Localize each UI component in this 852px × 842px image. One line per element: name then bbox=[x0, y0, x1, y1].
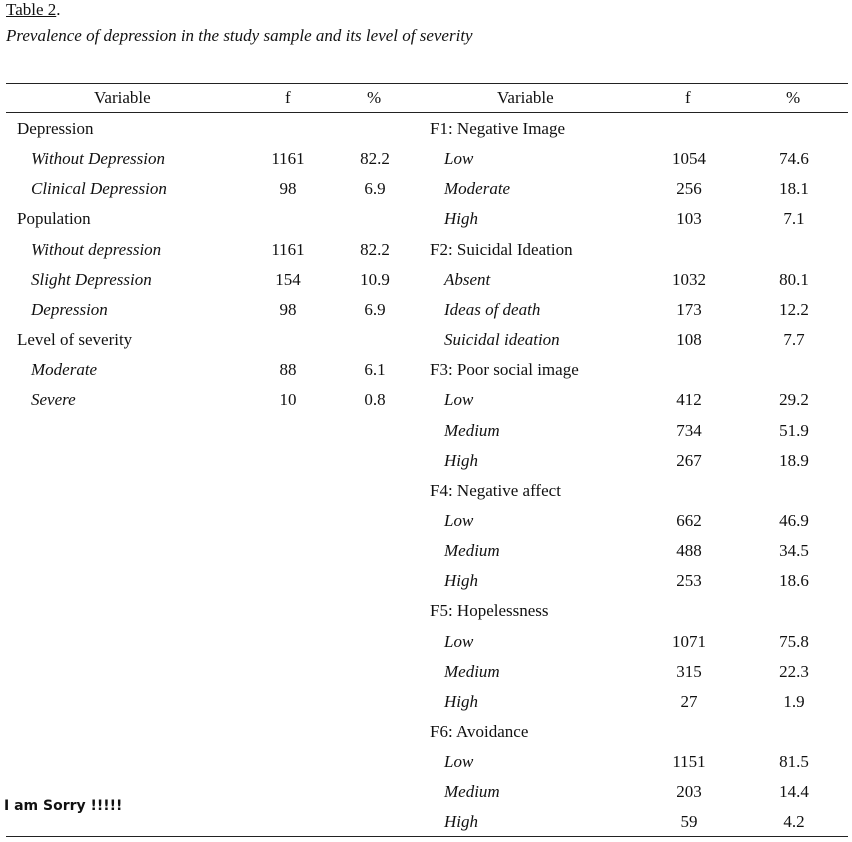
percent-value: 1.9 bbox=[783, 691, 805, 711]
table-caption: Prevalence of depression in the study sample and its level of severity bbox=[6, 26, 473, 45]
frequency-value: 59 bbox=[680, 812, 698, 832]
subcategory-label: Medium bbox=[444, 541, 500, 561]
percent-value: 75.8 bbox=[779, 631, 809, 651]
subcategory-label: Ideas of death bbox=[444, 299, 541, 319]
percent-value: 80.1 bbox=[779, 269, 809, 289]
frequency-value: 98 bbox=[279, 179, 297, 199]
header-left-f: f bbox=[285, 88, 291, 107]
category-label: Depression bbox=[17, 119, 94, 138]
subcategory-label: Medium bbox=[444, 420, 500, 440]
frequency-value: 488 bbox=[676, 541, 702, 561]
frequency-value: 27 bbox=[680, 691, 698, 711]
subcategory-label: Low bbox=[444, 390, 474, 410]
subcategory-label: High bbox=[444, 450, 478, 470]
frequency-value: 203 bbox=[676, 782, 702, 802]
subcategory-label: Low bbox=[444, 510, 474, 530]
percent-value: 74.6 bbox=[779, 149, 809, 169]
frequency-value: 315 bbox=[676, 661, 702, 681]
subcategory-label: High bbox=[444, 571, 478, 591]
percent-value: 6.9 bbox=[364, 299, 386, 319]
percent-value: 18.1 bbox=[779, 179, 809, 199]
subcategory-label: Absent bbox=[444, 269, 491, 289]
note-text: I am Sorry !!!!! bbox=[4, 798, 123, 814]
frequency-value: 1161 bbox=[271, 149, 305, 169]
percent-value: 34.5 bbox=[779, 541, 809, 561]
bottom-rule bbox=[6, 836, 848, 837]
percent-value: 4.2 bbox=[783, 812, 805, 832]
category-label: F4: Negative affect bbox=[430, 480, 561, 500]
subcategory-label: Moderate bbox=[31, 360, 98, 380]
subcategory-label: Low bbox=[444, 752, 474, 772]
category-label: F2: Suicidal Ideation bbox=[430, 239, 573, 259]
table-number-suffix: . bbox=[56, 0, 61, 19]
percent-value: 10.9 bbox=[360, 269, 390, 289]
subcategory-label: Without depression bbox=[31, 239, 162, 259]
frequency-value: 88 bbox=[279, 360, 297, 380]
frequency-value: 1161 bbox=[271, 239, 305, 259]
percent-value: 29.2 bbox=[779, 390, 809, 410]
percent-value: 6.1 bbox=[364, 360, 386, 380]
category-label: F6: Avoidance bbox=[430, 722, 529, 741]
frequency-value: 108 bbox=[676, 330, 702, 350]
percent-value: 7.1 bbox=[783, 209, 805, 229]
header-rule bbox=[6, 112, 848, 113]
percent-value: 7.7 bbox=[783, 330, 805, 350]
frequency-value: 253 bbox=[676, 571, 702, 591]
frequency-value: 10 bbox=[279, 390, 297, 410]
subcategory-label: Medium bbox=[444, 782, 500, 802]
subcategory-label: Low bbox=[444, 149, 474, 169]
frequency-value: 98 bbox=[279, 299, 297, 319]
category-label: Level of severity bbox=[17, 330, 133, 350]
header-right-variable: Variable bbox=[497, 88, 554, 107]
percent-value: 51.9 bbox=[779, 420, 809, 440]
percent-value: 14.4 bbox=[779, 782, 809, 802]
header-left-variable: Variable bbox=[94, 88, 151, 107]
frequency-value: 103 bbox=[676, 209, 702, 229]
header-right-pct: % bbox=[786, 88, 801, 107]
percent-value: 12.2 bbox=[779, 299, 809, 319]
table-number-text: Table 2 bbox=[6, 0, 57, 19]
subcategory-label: Depression bbox=[31, 299, 108, 319]
subcategory-label: Moderate bbox=[444, 179, 511, 199]
percent-value: 81.5 bbox=[779, 752, 809, 772]
frequency-value: 1032 bbox=[672, 269, 706, 289]
header-right-f: f bbox=[685, 88, 691, 107]
frequency-value: 412 bbox=[676, 390, 702, 410]
percent-value: 0.8 bbox=[364, 390, 386, 410]
subcategory-label: High bbox=[444, 209, 478, 229]
percent-value: 82.2 bbox=[360, 239, 390, 259]
frequency-value: 173 bbox=[676, 299, 702, 319]
frequency-value: 267 bbox=[676, 450, 702, 470]
category-label: F5: Hopelessness bbox=[430, 601, 549, 621]
category-label: F1: Negative Image bbox=[430, 119, 566, 138]
percent-value: 46.9 bbox=[779, 510, 809, 530]
percent-value: 82.2 bbox=[360, 149, 390, 169]
percent-value: 6.9 bbox=[364, 179, 386, 199]
subcategory-label: Severe bbox=[31, 390, 76, 410]
subcategory-label: Low bbox=[444, 631, 474, 651]
top-rule bbox=[6, 83, 848, 84]
frequency-value: 1151 bbox=[672, 752, 706, 772]
subcategory-label: Slight Depression bbox=[31, 269, 152, 289]
percent-value: 18.9 bbox=[779, 450, 809, 470]
frequency-value: 1071 bbox=[672, 631, 706, 651]
subcategory-label: Suicidal ideation bbox=[444, 330, 560, 350]
subcategory-label: Clinical Depression bbox=[31, 179, 167, 199]
category-label: F3: Poor social image bbox=[430, 360, 579, 380]
subcategory-label: High bbox=[444, 691, 478, 711]
category-label: Population bbox=[17, 209, 91, 229]
subcategory-label: Without Depression bbox=[31, 149, 165, 169]
frequency-value: 734 bbox=[676, 420, 702, 440]
frequency-value: 662 bbox=[676, 510, 702, 530]
frequency-value: 256 bbox=[676, 179, 702, 199]
header-left-pct: % bbox=[367, 88, 382, 107]
subcategory-label: Medium bbox=[444, 661, 500, 681]
percent-value: 18.6 bbox=[779, 571, 809, 591]
frequency-value: 154 bbox=[275, 269, 301, 289]
percent-value: 22.3 bbox=[779, 661, 809, 681]
frequency-value: 1054 bbox=[672, 149, 706, 169]
table-number bbox=[6, 0, 61, 20]
subcategory-label: High bbox=[444, 812, 478, 832]
